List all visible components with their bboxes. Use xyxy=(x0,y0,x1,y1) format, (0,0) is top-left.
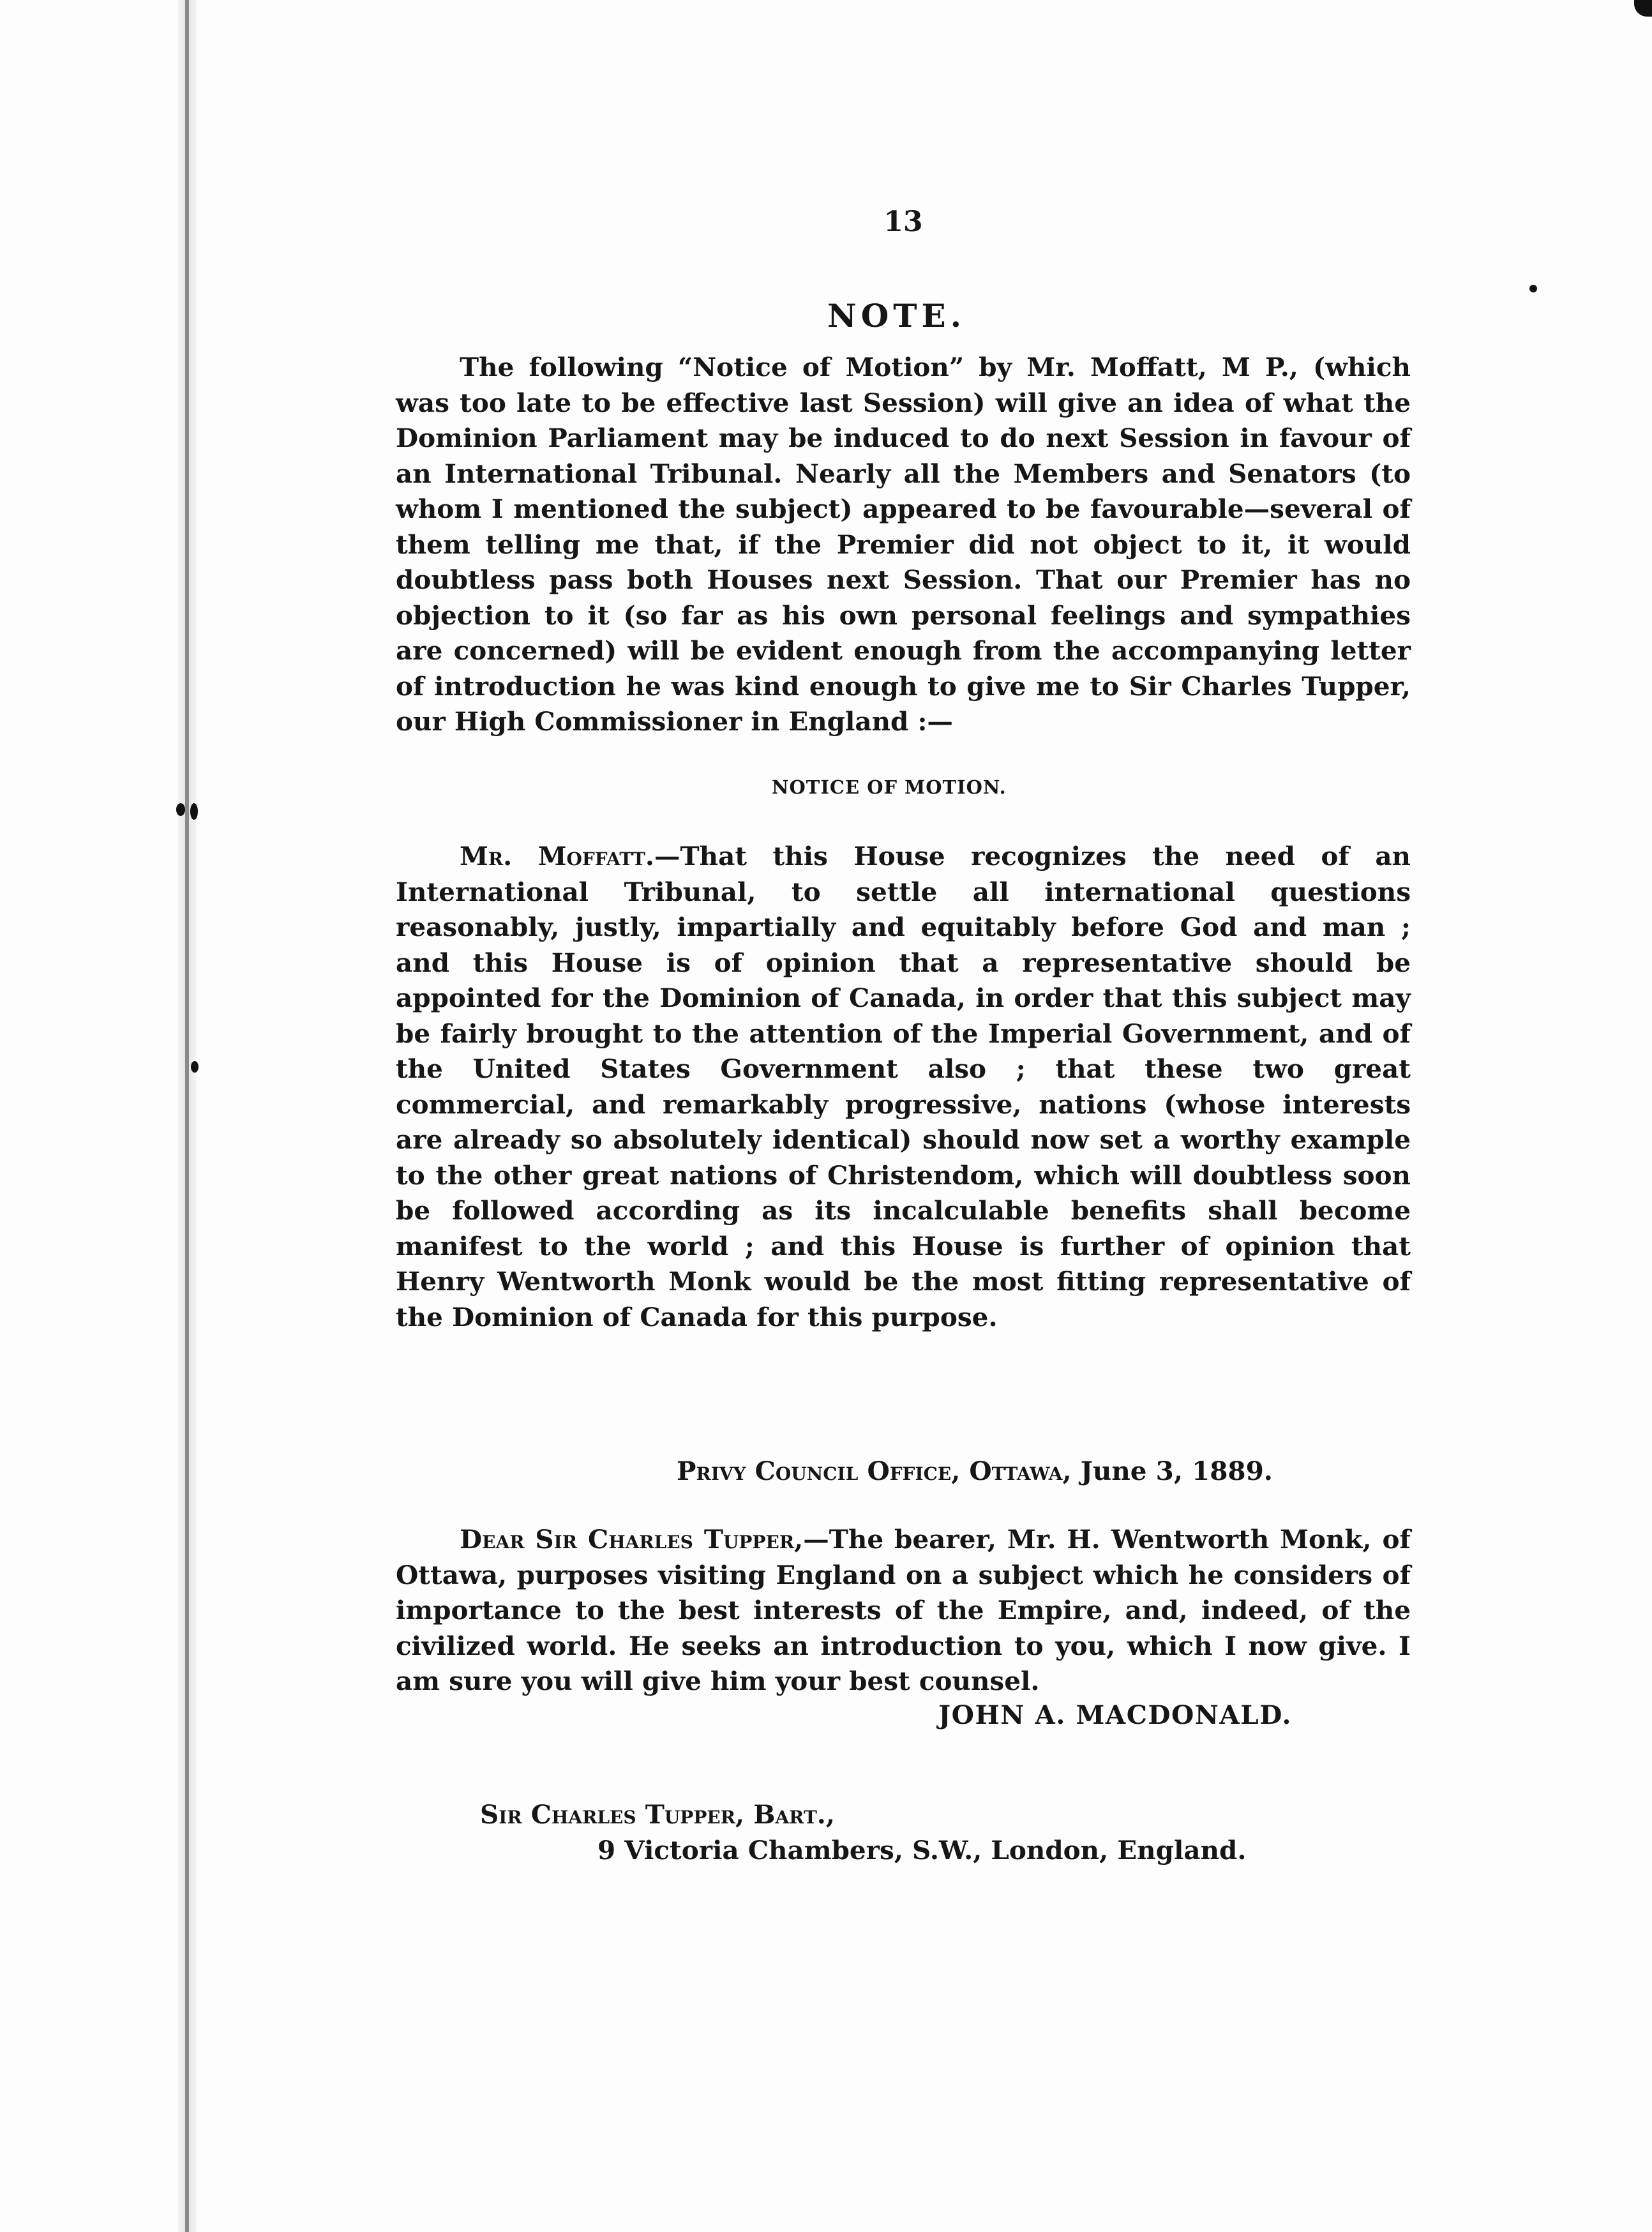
letter-place: Privy Council Office, Ottawa, xyxy=(677,1456,1072,1486)
letter-dateline xyxy=(677,1456,1273,1486)
motion-paragraph xyxy=(396,839,1411,1335)
letter-signature: JOHN A. MACDONALD. xyxy=(938,1700,1293,1730)
page-title: NOTE. xyxy=(827,297,966,335)
margin-dot xyxy=(191,1061,199,1073)
letter-addressee: Sir Charles Tupper, Bart., xyxy=(480,1799,835,1830)
motion-speaker: Mr. Moffatt. xyxy=(460,841,655,871)
page-number: 13 xyxy=(883,206,923,238)
binding-edge xyxy=(185,0,189,2232)
margin-dot xyxy=(1529,285,1537,292)
motion-heading: NOTICE OF MOTION. xyxy=(772,776,1007,798)
margin-dot xyxy=(190,803,198,820)
scan-corner-artifact xyxy=(1634,0,1652,17)
intro-text: The following “Notice of Motion” by Mr. Moffatt, M P., (which was too late to be effective last Session) will give an idea of what the Dominion Parliament may be induced to do next Session in favour of an International Tribunal. Nearly all the Members and Senators (to whom I mentioned the subject) appeared to be favourable—several of them telling me that, if the Premier did not object to it, it would doubtless pass both Houses next Session. That our Premier has no objection to it (so far as his own personal feelings and sympathies are concerned) will be evident enough from the accompanying letter of introduction he was kind enough to give me to Sir Charles Tupper, our High Commissioner in England :— xyxy=(396,352,1411,737)
margin-dot xyxy=(176,803,185,816)
letter-body: —The bearer, Mr. H. Wentworth Monk, of Ottawa, purposes visiting England on a subject which he considers of importance to the best interests of the Empire, and, indeed, of the civilized world. He seeks an introduction to you, which I now give. I am sure you will give him your best counsel. xyxy=(396,1524,1411,1696)
letter-salutation: Dear Sir Charles Tupper, xyxy=(460,1524,804,1555)
motion-text: —That this House recognizes the need of an International Tribunal, to settle all international questions reasonably, justly, impartially and equitably before God and man ; and this House is of opinion that a representative should be appointed for the Dominion of Canada, in order that this subject may be fairly brought to the attention of the Imperial Government, and of the United States Government also ; that these two great commercial, and remarkably progressive, nations (whose interests are already so absolutely identical) should now set a worthy example to the other great nations of Christendom, which will doubtless soon be followed according as its incalculable benefits shall become manifest to the world ; and this House is further of opinion that Henry Wentworth Monk would be the most fitting representative of the Dominion of Canada for this purpose. xyxy=(396,841,1411,1332)
letter-address: 9 Victoria Chambers, S.W., London, England. xyxy=(597,1835,1247,1866)
letter-date: June 3, 1889. xyxy=(1080,1456,1273,1486)
letter-paragraph xyxy=(396,1522,1411,1700)
intro-paragraph xyxy=(396,350,1411,740)
